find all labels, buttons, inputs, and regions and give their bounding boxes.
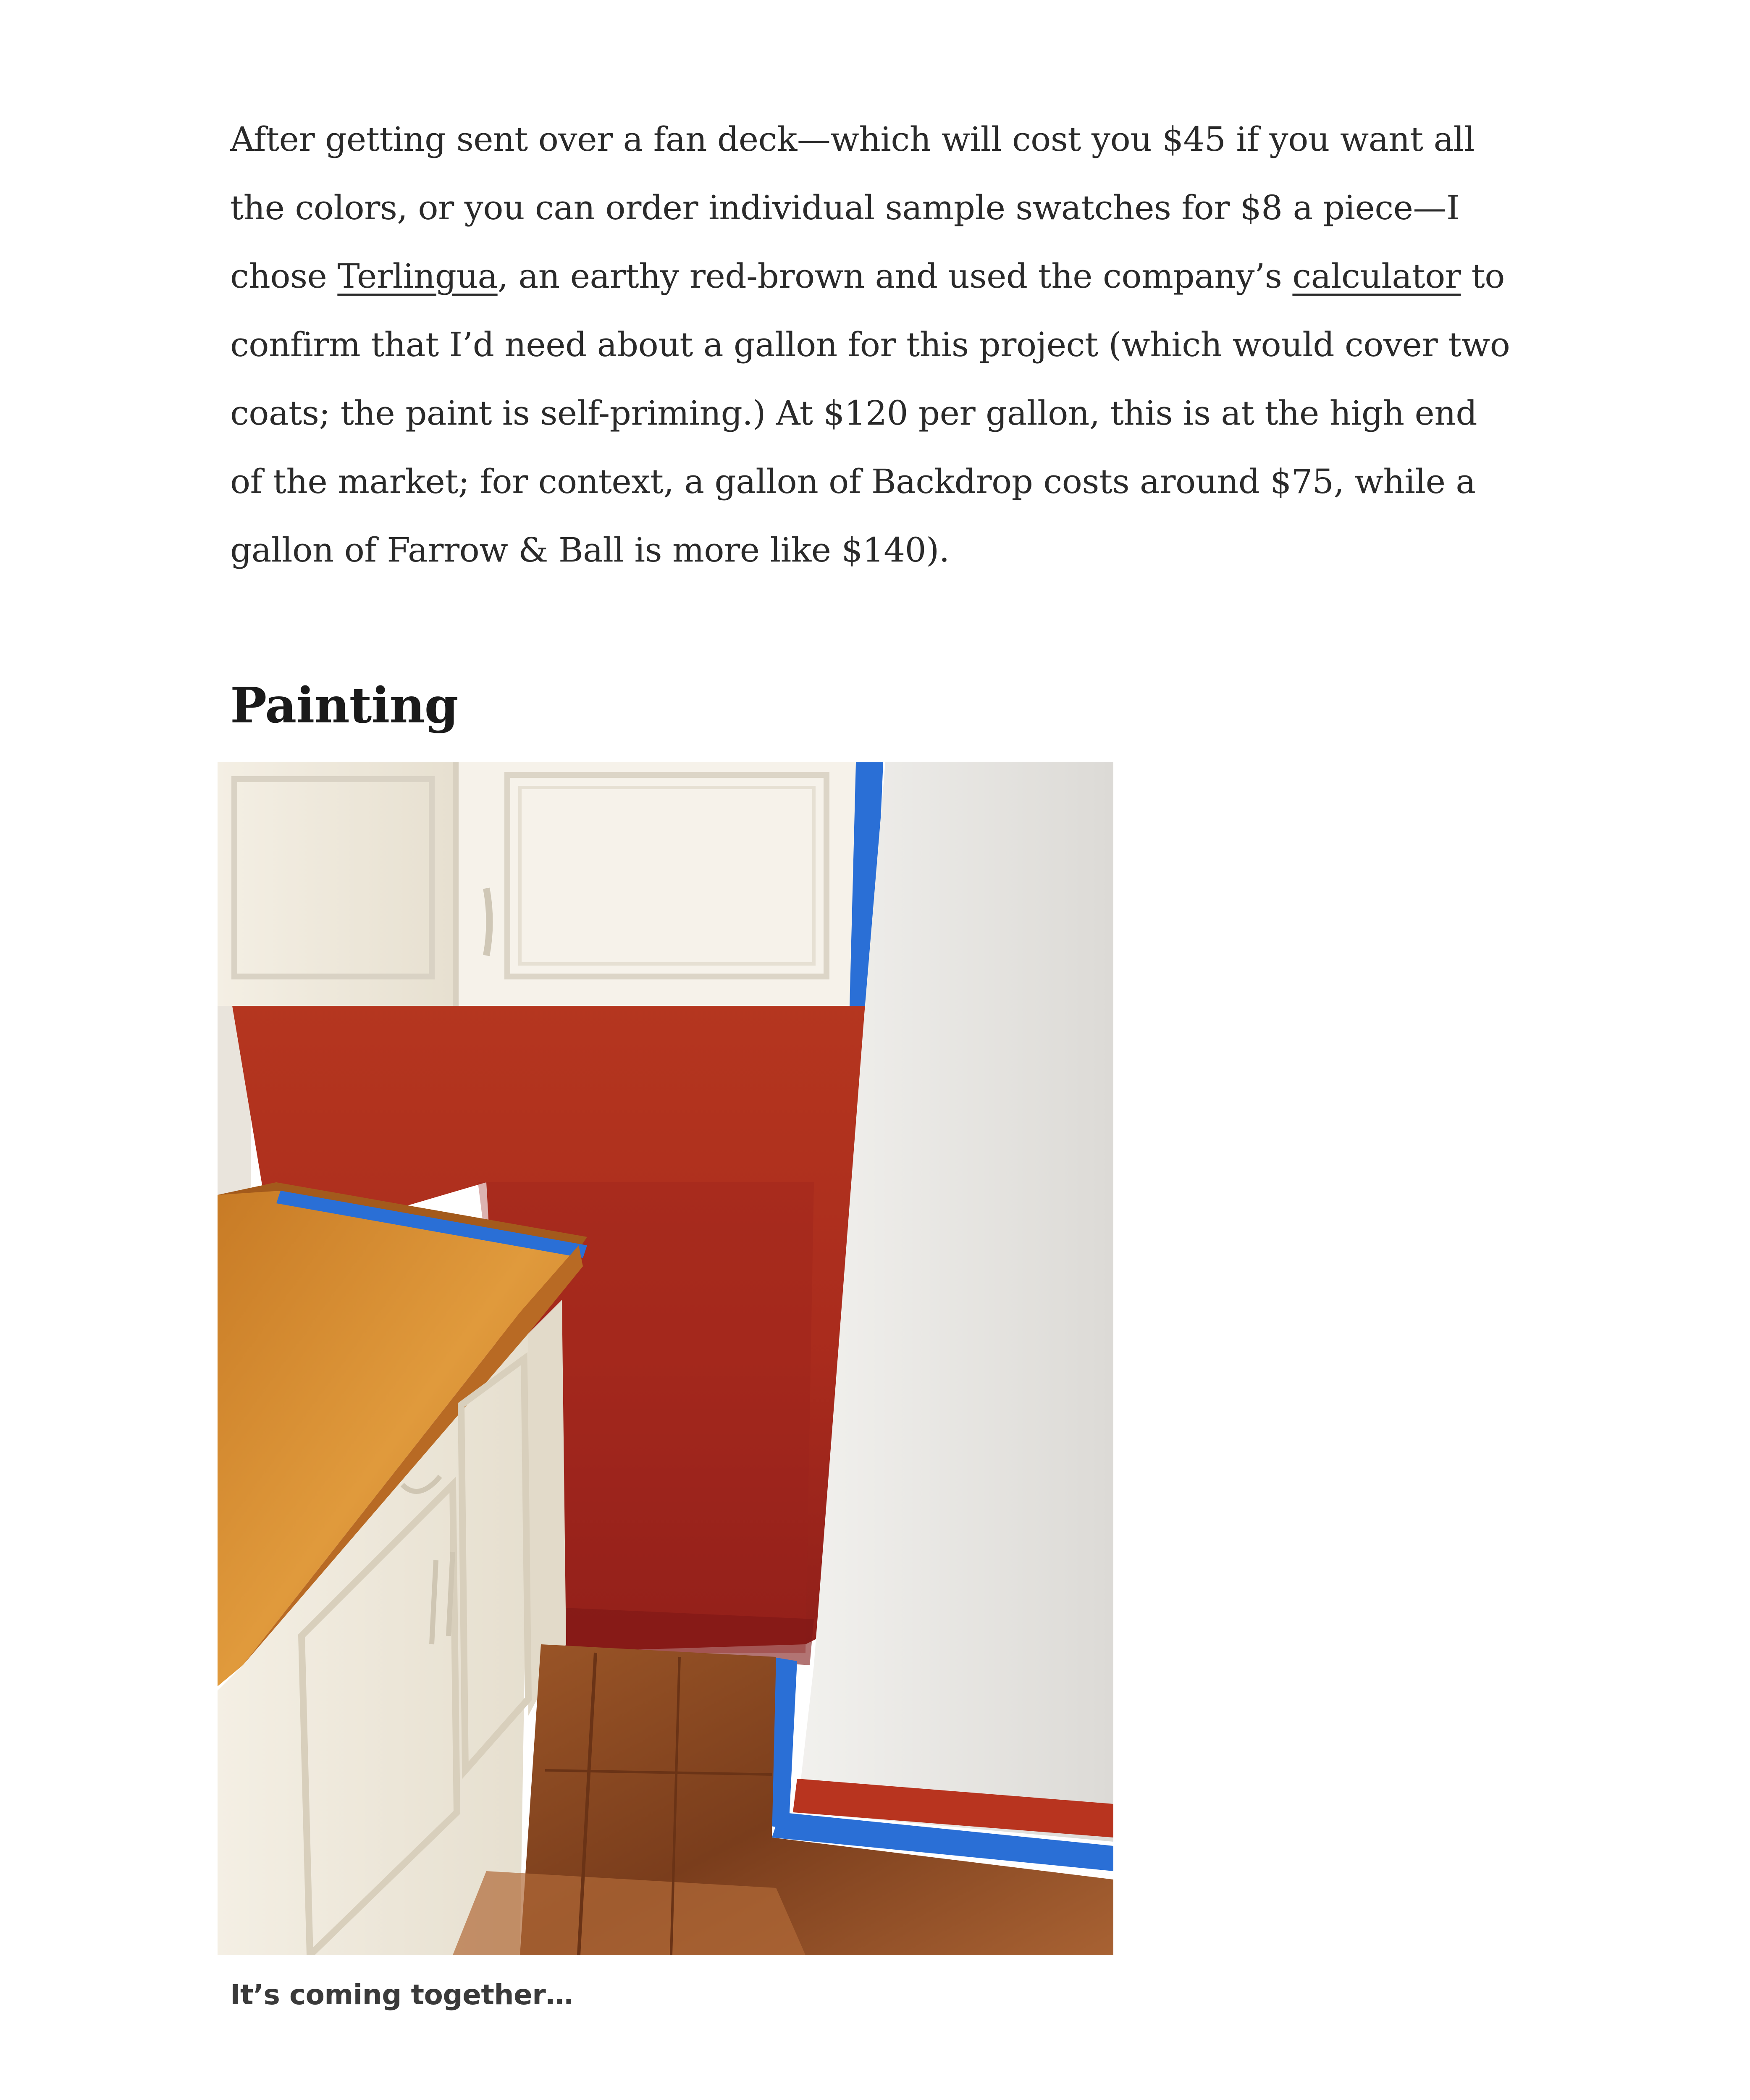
paragraph-line: coats; the paint is self-priming.) At $120 per gallon, this is at the high end <box>230 394 1477 433</box>
figure-caption: It’s coming together… <box>230 1979 573 2011</box>
paragraph-line: After getting sent over a fan deck—which will cost you $45 if you want all <box>230 120 1475 159</box>
paragraph-text: chose <box>230 257 338 296</box>
paragraph-line: gallon of Farrow & Ball is more like $140). <box>230 530 950 570</box>
article-figure <box>218 762 1113 1955</box>
section-heading: Painting <box>230 677 458 734</box>
paragraph-line: the colors, or you can order individual sample swatches for $8 a piece—I <box>230 188 1460 227</box>
paragraph-line: of the market; for context, a gallon of Backdrop costs around $75, while a <box>230 462 1476 501</box>
body-paragraph <box>230 105 1540 584</box>
paragraph-line <box>230 242 1540 310</box>
paragraph-text: to <box>1461 257 1505 296</box>
paragraph-line: confirm that I’d need about a gallon for this project (which would cover two <box>230 325 1510 364</box>
terlingua-link[interactable]: Terlingua <box>337 257 498 296</box>
kitchen-photo <box>218 762 1113 1955</box>
calculator-link[interactable]: calculator <box>1292 257 1461 296</box>
paragraph-text: , an earthy red-brown and used the company’s <box>497 257 1293 296</box>
